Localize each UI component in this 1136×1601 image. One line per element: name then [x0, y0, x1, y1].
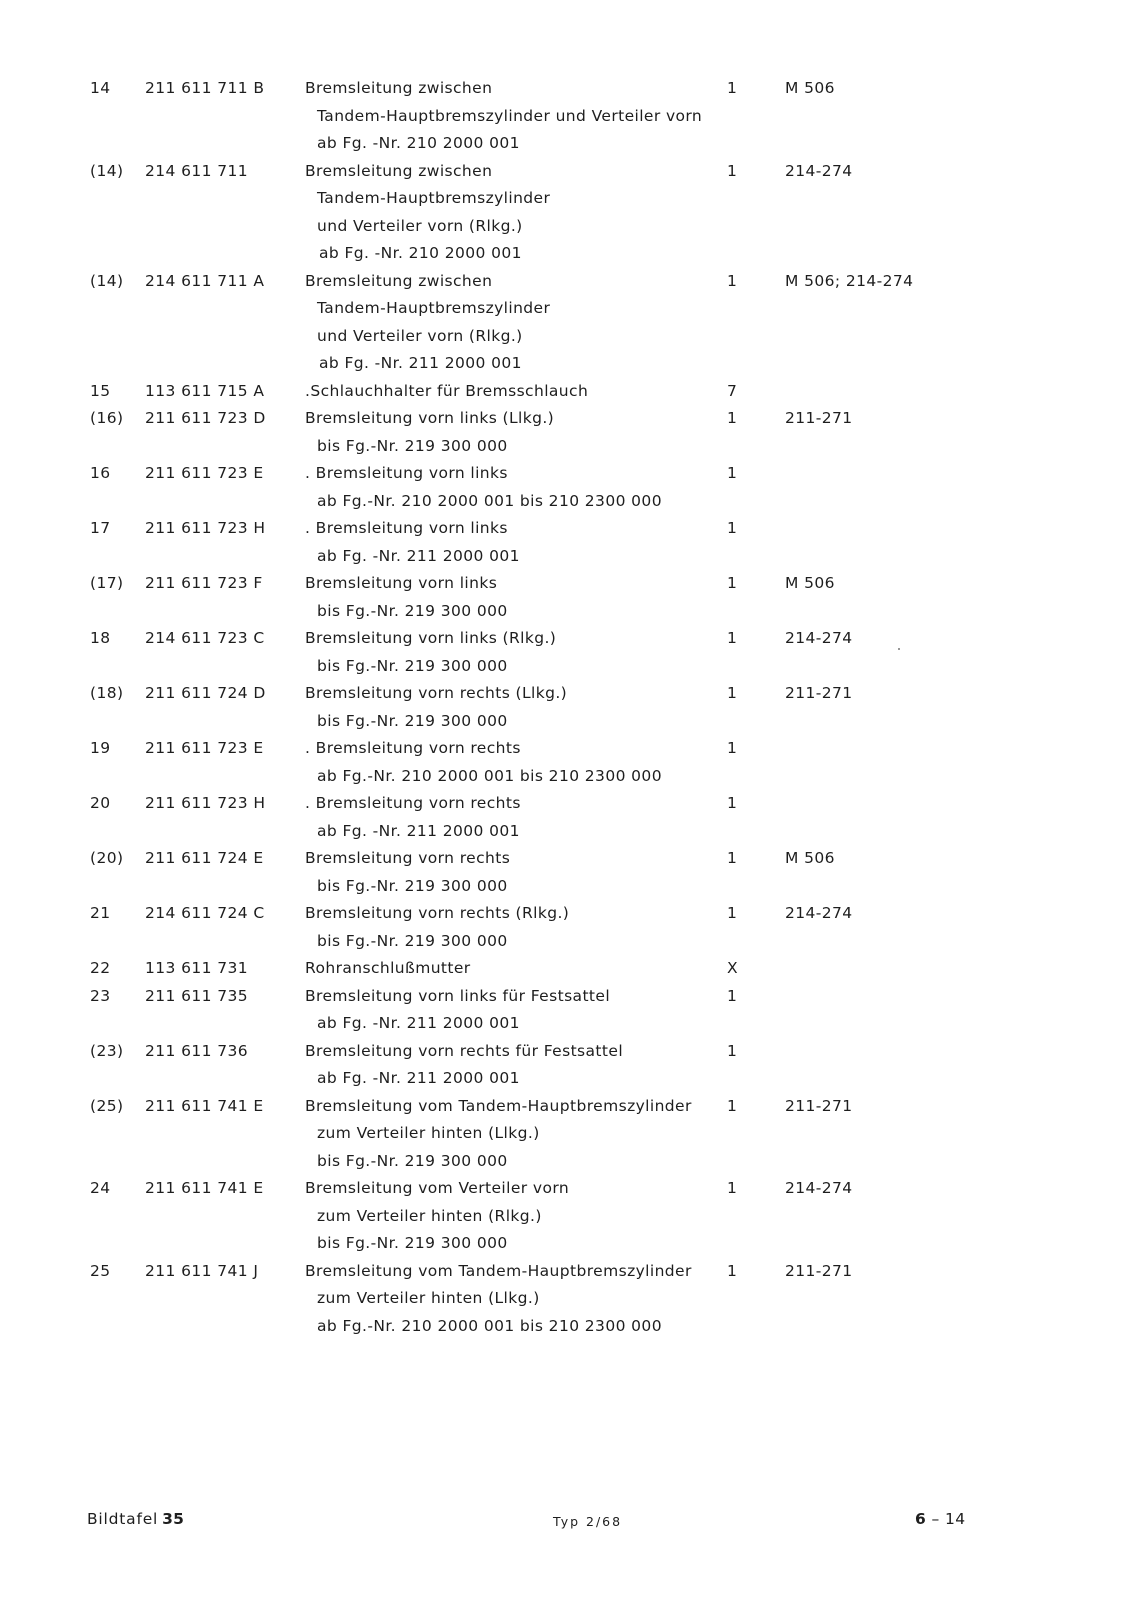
description-line: Bremsleitung vorn rechts für Festsattel [305, 1041, 624, 1060]
description [305, 793, 725, 841]
description-line: Bremsleitung vorn links (Llkg.) [305, 409, 555, 427]
position-number: (18) [90, 684, 124, 702]
position-number: 21 [90, 904, 111, 922]
description-line: . Bremsleitung vorn rechts [305, 794, 521, 812]
part-number: 211 611 723 H [145, 519, 266, 537]
part-number: 211 611 724 E [145, 849, 264, 867]
description-continuation: bis Fg.-Nr. 219 300 000 [317, 711, 508, 730]
part-number: 211 611 723 D [145, 409, 266, 427]
quantity: 1 [727, 409, 738, 427]
position-number: (16) [90, 409, 124, 427]
description-line: . Bremsleitung vorn links [305, 519, 508, 537]
part-number: 113 611 731 [145, 959, 249, 977]
quantity: 1 [727, 161, 738, 180]
description-line: Bremsleitung vom Verteiler vorn [305, 1179, 570, 1197]
quantity: 1 [727, 574, 738, 592]
description-continuation: bis Fg.-Nr. 219 300 000 [317, 436, 508, 455]
description-line: Bremsleitung zwischen [305, 271, 493, 290]
part-number: 211 611 723 H [145, 794, 266, 812]
description [305, 848, 725, 896]
position-number: 20 [90, 794, 111, 812]
description [305, 1096, 725, 1171]
part-number: 214 611 711 [145, 161, 249, 180]
description-continuation: ab Fg. -Nr. 211 2000 001 [317, 1014, 520, 1032]
description [305, 78, 725, 153]
quantity: 1 [727, 1096, 738, 1115]
description-continuation: ab Fg.-Nr. 210 2000 001 bis 210 2300 000 [317, 491, 662, 510]
description-continuation: und Verteiler vorn (Rlkg.) [317, 326, 523, 345]
part-number: 211 611 741 E [145, 1179, 264, 1197]
plate-number: 35 [162, 1510, 185, 1528]
model-range: M 506 [785, 79, 835, 97]
description-continuation: bis Fg.-Nr. 219 300 000 [317, 931, 508, 950]
description-continuation: zum Verteiler hinten (Rlkg.) [317, 1206, 542, 1225]
description-line: Bremsleitung vorn links für Festsattel [305, 986, 611, 1005]
description-continuation: ab Fg. -Nr. 211 2000 001 [319, 354, 522, 372]
description [305, 738, 725, 786]
description-continuation: zum Verteiler hinten (Llkg.) [317, 1289, 540, 1307]
description-line: Bremsleitung zwischen [305, 79, 493, 97]
position-number: 14 [90, 79, 111, 97]
description-continuation: bis Fg.-Nr. 219 300 000 [317, 876, 508, 895]
description-continuation: zum Verteiler hinten (Llkg.) [317, 1124, 540, 1142]
description-continuation: ab Fg. -Nr. 210 2000 001 [317, 134, 520, 152]
description-continuation: bis Fg.-Nr. 219 300 000 [317, 1234, 508, 1252]
description-continuation: bis Fg.-Nr. 219 300 000 [317, 1151, 508, 1170]
description-continuation: bis Fg.-Nr. 219 300 000 [317, 656, 508, 675]
part-number: 211 611 723 F [145, 574, 263, 592]
model-range: 214-274 [785, 161, 853, 180]
description [305, 1041, 725, 1089]
quantity: 1 [727, 464, 738, 482]
description [305, 903, 725, 951]
position-number: (14) [90, 271, 124, 290]
description-line: Bremsleitung vorn rechts (Rlkg.) [305, 904, 570, 922]
quantity: 1 [727, 79, 738, 97]
description-line: Bremsleitung vom Tandem-Hauptbremszylinder [305, 1096, 692, 1115]
description-continuation: ab Fg.-Nr. 210 2000 001 bis 210 2300 000 [317, 766, 662, 785]
position-number: 24 [90, 1179, 111, 1197]
part-number: 211 611 736 [145, 1041, 249, 1060]
position-number: 16 [90, 464, 111, 482]
scan-speck [898, 648, 900, 650]
position-number: (23) [90, 1041, 124, 1060]
model-range: M 506 [785, 574, 835, 592]
position-number: (14) [90, 161, 124, 180]
description-continuation: und Verteiler vorn (Rlkg.) [317, 216, 523, 235]
plate-label [87, 1510, 184, 1528]
part-number: 211 611 724 D [145, 684, 266, 702]
part-number: 113 611 715 A [145, 381, 265, 400]
description [305, 463, 725, 511]
description [305, 271, 725, 374]
quantity: 1 [727, 629, 738, 647]
description-line: Bremsleitung vorn rechts (Llkg.) [305, 684, 568, 702]
page-footer [0, 1510, 1136, 1540]
quantity: 1 [727, 271, 738, 290]
description [305, 986, 725, 1034]
description [305, 573, 725, 621]
description-continuation: ab Fg. -Nr. 211 2000 001 [317, 546, 520, 565]
description-continuation: Tandem-Hauptbremszylinder und Verteiler vorn [317, 106, 703, 125]
part-number: 211 611 741 E [145, 1096, 264, 1115]
description-continuation: ab Fg.-Nr. 210 2000 001 bis 210 2300 000 [317, 1316, 662, 1335]
quantity: 1 [727, 684, 738, 702]
description-continuation: ab Fg. -Nr. 210 2000 001 [319, 244, 522, 262]
part-number: 214 611 724 C [145, 904, 265, 922]
part-number: 211 611 723 E [145, 464, 264, 482]
description-line: Bremsleitung zwischen [305, 161, 493, 180]
description [305, 381, 725, 401]
description [305, 628, 725, 676]
description-line: . Bremsleitung vorn rechts [305, 739, 521, 757]
quantity: 1 [727, 849, 738, 867]
part-number: 211 611 741 J [145, 1261, 259, 1280]
plate-label-text: Bildtafel [87, 1510, 159, 1528]
part-number: 211 611 723 E [145, 739, 264, 757]
quantity: 1 [727, 1041, 738, 1060]
description [305, 518, 725, 566]
model-range: M 506; 214-274 [785, 271, 914, 290]
description [305, 1178, 725, 1253]
position-number: 23 [90, 986, 111, 1005]
description-line: Bremsleitung vom Tandem-Hauptbremszylinder [305, 1261, 692, 1280]
quantity: 1 [727, 1261, 738, 1280]
page-index: 14 [945, 1510, 966, 1528]
position-number: 25 [90, 1261, 111, 1280]
description-continuation: ab Fg. -Nr. 211 2000 001 [317, 1069, 520, 1087]
description-line: . Bremsleitung vorn links [305, 464, 508, 482]
description-line: .Schlauchhalter für Bremsschlauch [305, 381, 589, 400]
position-number: 18 [90, 629, 111, 647]
description [305, 683, 725, 731]
description-line: Bremsleitung vorn links (Rlkg.) [305, 629, 557, 647]
quantity: 1 [727, 904, 738, 922]
model-range: 214-274 [785, 1179, 853, 1197]
position-number: (17) [90, 574, 124, 592]
quantity: 1 [727, 1179, 738, 1197]
description [305, 161, 725, 264]
description-line: Rohranschlußmutter [305, 959, 471, 977]
position-number: 22 [90, 959, 111, 977]
part-number: 214 611 711 A [145, 271, 265, 290]
part-number: 211 611 735 [145, 986, 249, 1005]
model-range: 211-271 [785, 1096, 853, 1115]
quantity: 1 [727, 794, 738, 812]
position-number: 17 [90, 519, 111, 537]
position-number: (25) [90, 1096, 124, 1115]
quantity: X [727, 959, 739, 977]
position-number: 19 [90, 739, 111, 757]
model-range: M 506 [785, 849, 835, 867]
model-range: 214-274 [785, 904, 853, 922]
page-section: 6 [915, 1510, 927, 1528]
page-separator: – [931, 1510, 940, 1528]
description-continuation: ab Fg. -Nr. 211 2000 001 [317, 821, 520, 840]
model-range: 214-274 [785, 629, 853, 647]
position-number: 15 [90, 381, 111, 400]
description-line: Bremsleitung vorn links [305, 574, 498, 592]
part-number: 211 611 711 B [145, 79, 265, 97]
description [305, 408, 725, 456]
description-continuation: bis Fg.-Nr. 219 300 000 [317, 601, 508, 620]
type-label: Typ 2/68 [553, 1514, 623, 1529]
model-range: 211-271 [785, 684, 853, 702]
quantity: 7 [727, 381, 738, 400]
position-number: (20) [90, 849, 124, 867]
description-continuation: Tandem-Hauptbremszylinder [317, 189, 551, 207]
quantity: 1 [727, 739, 738, 757]
description [305, 958, 725, 978]
model-range: 211-271 [785, 409, 853, 427]
model-range: 211-271 [785, 1261, 853, 1280]
description-continuation: Tandem-Hauptbremszylinder [317, 299, 551, 317]
quantity: 1 [727, 519, 738, 537]
part-number: 214 611 723 C [145, 629, 265, 647]
page-number [915, 1510, 966, 1528]
description-line: Bremsleitung vorn rechts [305, 849, 511, 867]
description [305, 1261, 725, 1336]
quantity: 1 [727, 986, 738, 1005]
